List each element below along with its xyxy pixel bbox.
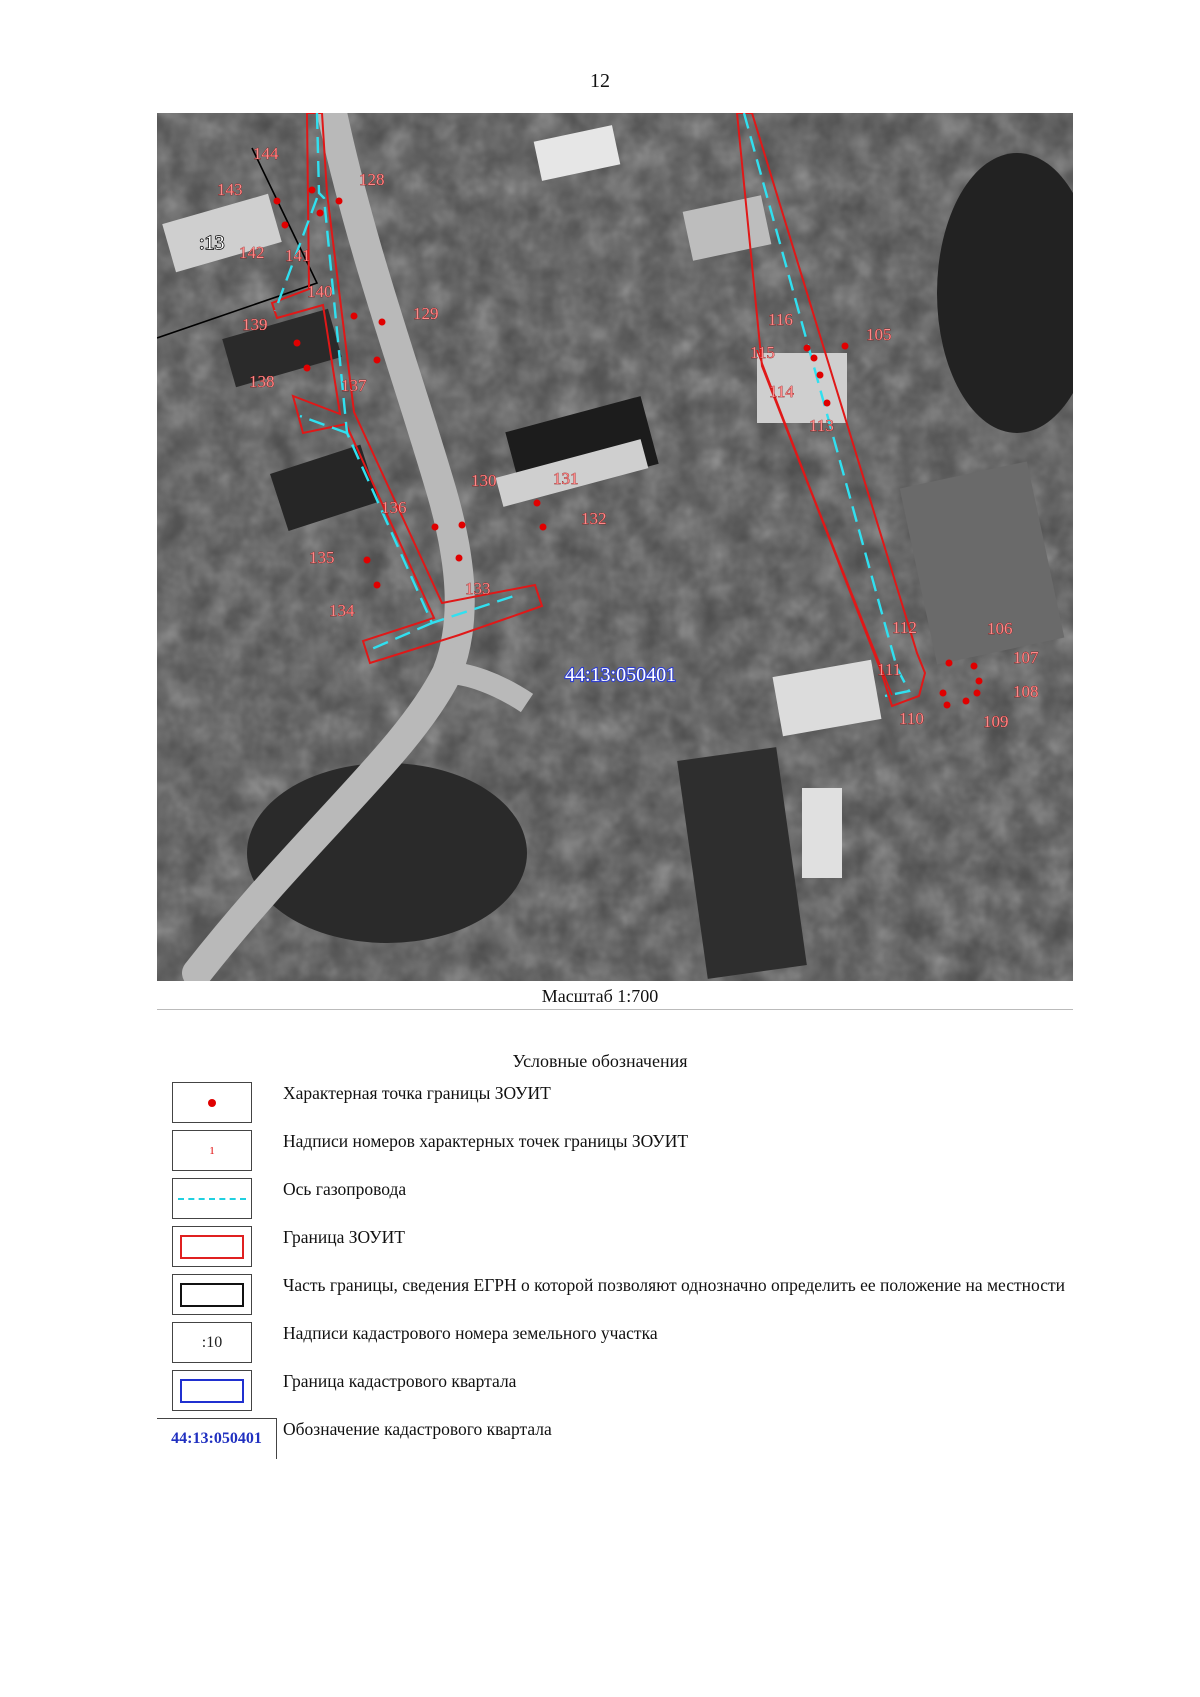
legend-title: Условные обозначения	[512, 1051, 688, 1071]
label-113: 113	[809, 416, 834, 435]
parcel-number-sample: :10	[201, 1333, 223, 1351]
label-105: 105	[866, 325, 892, 344]
label-135: 135	[309, 548, 335, 567]
legend-text: Граница ЗОУИТ	[283, 1227, 405, 1247]
label-116: 116	[768, 310, 793, 329]
legend-symbol	[172, 1226, 252, 1267]
legend-symbol	[172, 1082, 252, 1123]
legend-item-parcel-number	[157, 1320, 1077, 1368]
point-136	[432, 524, 439, 531]
legend-text: Надписи номеров характерных точек границы ЗОУИТ	[283, 1131, 689, 1151]
legend-item-zouit-boundary	[157, 1224, 1077, 1272]
legend-text: Надписи кадастрового номера земельного участка	[283, 1323, 658, 1343]
legend-item-egrn-boundary	[157, 1272, 1077, 1320]
legend-text: Часть границы, сведения ЕГРН о которой позволяют однозначно определить ее положение на местности	[283, 1275, 1066, 1295]
label-129: 129	[413, 304, 439, 323]
label-133: 133	[465, 579, 491, 598]
point-109	[963, 698, 970, 705]
map-svg	[157, 113, 1073, 981]
label-140: 140	[307, 282, 333, 301]
point-128	[336, 198, 343, 205]
parcel-label: :13	[199, 232, 225, 254]
point-144	[309, 187, 316, 194]
legend-text: Обозначение кадастрового квартала	[283, 1419, 552, 1439]
point-140	[351, 313, 358, 320]
label-128: 128	[359, 170, 385, 189]
label-139: 139	[242, 315, 268, 334]
label-137: 137	[341, 376, 367, 395]
point-139	[294, 340, 301, 347]
point-107	[976, 678, 983, 685]
point-110	[944, 702, 951, 709]
label-115: 115	[750, 343, 775, 362]
point-137	[374, 357, 381, 364]
label-114: 114	[769, 382, 794, 401]
cadastral-map[interactable]	[157, 113, 1073, 981]
legend	[157, 1080, 1077, 1464]
point-106	[971, 663, 978, 670]
point-130	[459, 522, 466, 529]
label-131: 131	[553, 469, 579, 488]
legend-text: Граница кадастрового квартала	[283, 1371, 517, 1391]
legend-text: Характерная точка границы ЗОУИТ	[283, 1083, 551, 1103]
point-116	[804, 345, 811, 352]
point-105	[842, 343, 849, 350]
point-number-sample: 1	[209, 1144, 215, 1157]
label-138: 138	[249, 372, 275, 391]
red-rectangle-icon	[180, 1235, 244, 1259]
label-141: 141	[285, 246, 311, 265]
legend-symbol	[157, 1418, 277, 1459]
point-113	[824, 400, 831, 407]
label-134: 134	[329, 601, 355, 620]
map-scale: Масштаб 1:700	[541, 986, 659, 1006]
label-109: 109	[983, 712, 1009, 731]
label-144: 144	[253, 144, 279, 163]
label-130: 130	[471, 471, 497, 490]
legend-symbol	[172, 1178, 252, 1219]
label-106: 106	[987, 619, 1013, 638]
legend-symbol	[172, 1370, 252, 1411]
label-136: 136	[381, 498, 407, 517]
black-rectangle-icon	[180, 1283, 244, 1307]
point-114	[817, 372, 824, 379]
legend-item-quarter-boundary	[157, 1368, 1077, 1416]
point-112	[946, 660, 953, 667]
legend-symbol	[172, 1274, 252, 1315]
point-143	[274, 198, 281, 205]
point-141	[317, 210, 324, 217]
label-132: 132	[581, 509, 607, 528]
label-110: 110	[899, 709, 924, 728]
red-dot-icon	[208, 1099, 216, 1107]
quarter-label-sample: 44:13:050401	[171, 1430, 262, 1447]
label-112: 112	[892, 618, 917, 637]
legend-symbol	[172, 1130, 252, 1171]
point-132	[540, 524, 547, 531]
point-134	[374, 582, 381, 589]
point-131	[534, 500, 541, 507]
point-111	[940, 690, 947, 697]
point-135	[364, 557, 371, 564]
label-107: 107	[1013, 648, 1039, 667]
point-129	[379, 319, 386, 326]
blue-rectangle-icon	[180, 1379, 244, 1403]
label-111: 111	[877, 660, 902, 679]
legend-item-point	[157, 1080, 1077, 1128]
page-number: 12	[590, 70, 610, 92]
point-108	[974, 690, 981, 697]
label-143: 143	[217, 180, 243, 199]
point-115	[811, 355, 818, 362]
label-108: 108	[1013, 682, 1039, 701]
legend-item-point-number	[157, 1128, 1077, 1176]
quarter-label: 44:13:050401	[565, 664, 677, 686]
legend-item-quarter-label	[157, 1416, 1077, 1464]
point-142	[282, 222, 289, 229]
building	[802, 788, 842, 878]
label-142: 142	[239, 243, 265, 262]
point-133	[456, 555, 463, 562]
point-138	[304, 365, 311, 372]
dashed-line-icon	[178, 1198, 246, 1200]
legend-symbol	[172, 1322, 252, 1363]
scale-divider	[157, 1009, 1073, 1010]
legend-text: Ось газопровода	[283, 1179, 407, 1199]
legend-item-gas-axis	[157, 1176, 1077, 1224]
